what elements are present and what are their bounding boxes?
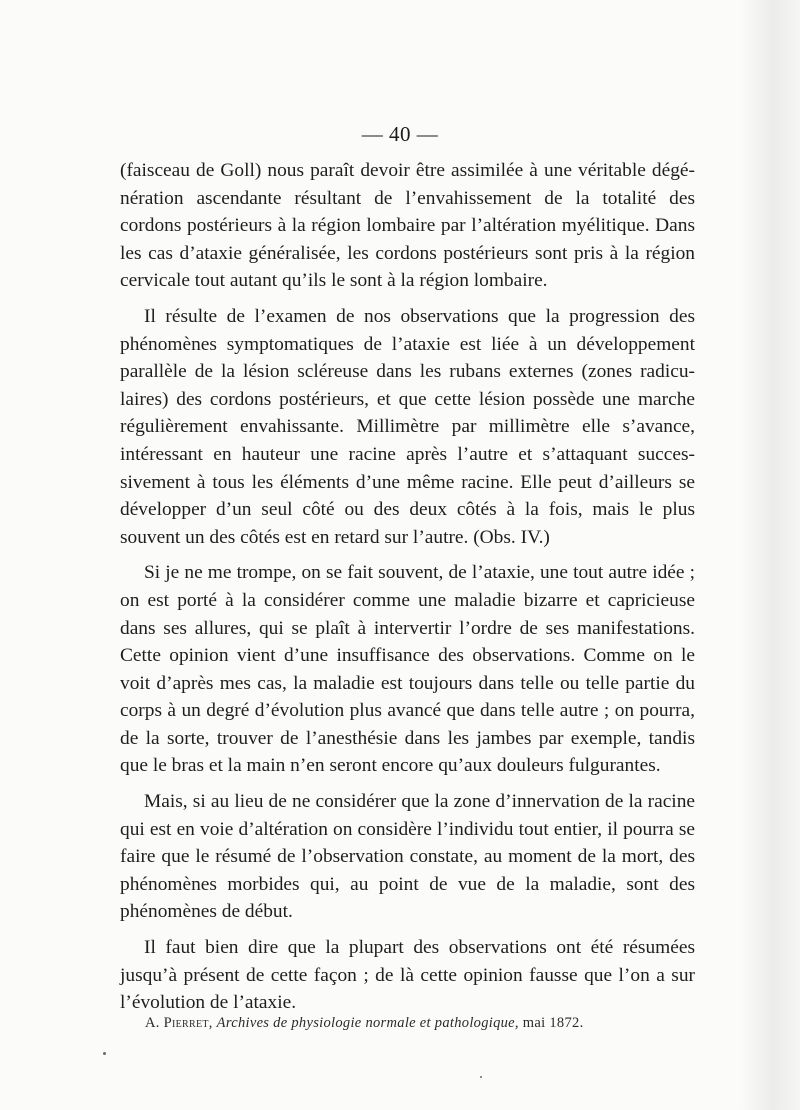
scan-speck — [480, 1076, 482, 1078]
footnote-author: A. Pierret, — [145, 1015, 213, 1031]
page-edge-shadow — [740, 0, 800, 1110]
paragraph-continuation: (faisceau de Goll) nous paraît devoir être assimilée à une véritable dégénération ascendante résultant de l’envahissement de la totalité des cordons postérieurs à la région lombaire par l’altération myélitique. Dans les cas d’ataxie généralisée, les cordons postérieurs sont pris à la région cervicale tout autant qu’ils le sont à la région lombaire. — [120, 160, 695, 292]
paragraph: Il résulte de l’examen de nos observations que la progression des phénomènes symptomatiques de l’ataxie est liée à un développement parallèle de la lésion scléreuse dans les rubans externes (zones radiculaires) des cordons postérieurs, et que cette lésion possède une marche régulièrement envahissante. Millimètre par millimètre elle s’avance, intéressant en hauteur une racine après l’autre et s’attaquant successivement à tous les éléments d’une même racine. Elle peut d’ailleurs se développer d’un seul côté ou des deux côtés à la fois, mais le plus souvent un des côtés est en retard sur l’autre. (Obs. IV.) — [120, 305, 695, 548]
paragraph: Mais, si au lieu de ne considérer que la zone d’innervation de la racine qui est en voie d’altération on considère l’individu tout entier, il pourra se faire que le résumé de l’observation constate, au moment de la mort, des phénomènes morbides qui, au point de vue de la maladie, sont des phénomènes de début. — [120, 791, 695, 923]
paragraph: Si je ne me trompe, on se fait souvent, de l’ataxie, une tout autre idée ; on est porté à la considérer comme une maladie bizarre et capricieuse dans ses allures, qui se plaît à intervertir l’ordre de ses manifestations. Cette opinion vient d’une insuffisance des observations. Comme on le voit d’après mes cas, la maladie est toujours dans telle ou telle partie du corps à un degré d’évolution plus avancé que dans telle autre ; on pourra, de la sorte, trouver de l’anesthésie dans les jambes par exemple, tandis que le bras et la main n’en seront encore qu’aux douleurs fulgurantes. — [120, 562, 695, 777]
paragraph: Il faut bien dire que la plupart des observations ont été résumées jusqu’à présent de cette façon ; de là cette opinion fausse que l’on a sur l’évolution de l’ataxie. — [120, 937, 695, 1014]
footnote-journal: Archives de physiologie normale et pathologique, — [216, 1015, 519, 1031]
body-text — [120, 157, 695, 1025]
page-number: — 40 — — [361, 122, 439, 146]
footnote — [145, 1015, 685, 1032]
footnote-date: mai 1872. — [522, 1015, 584, 1031]
scan-speck — [103, 1052, 106, 1055]
